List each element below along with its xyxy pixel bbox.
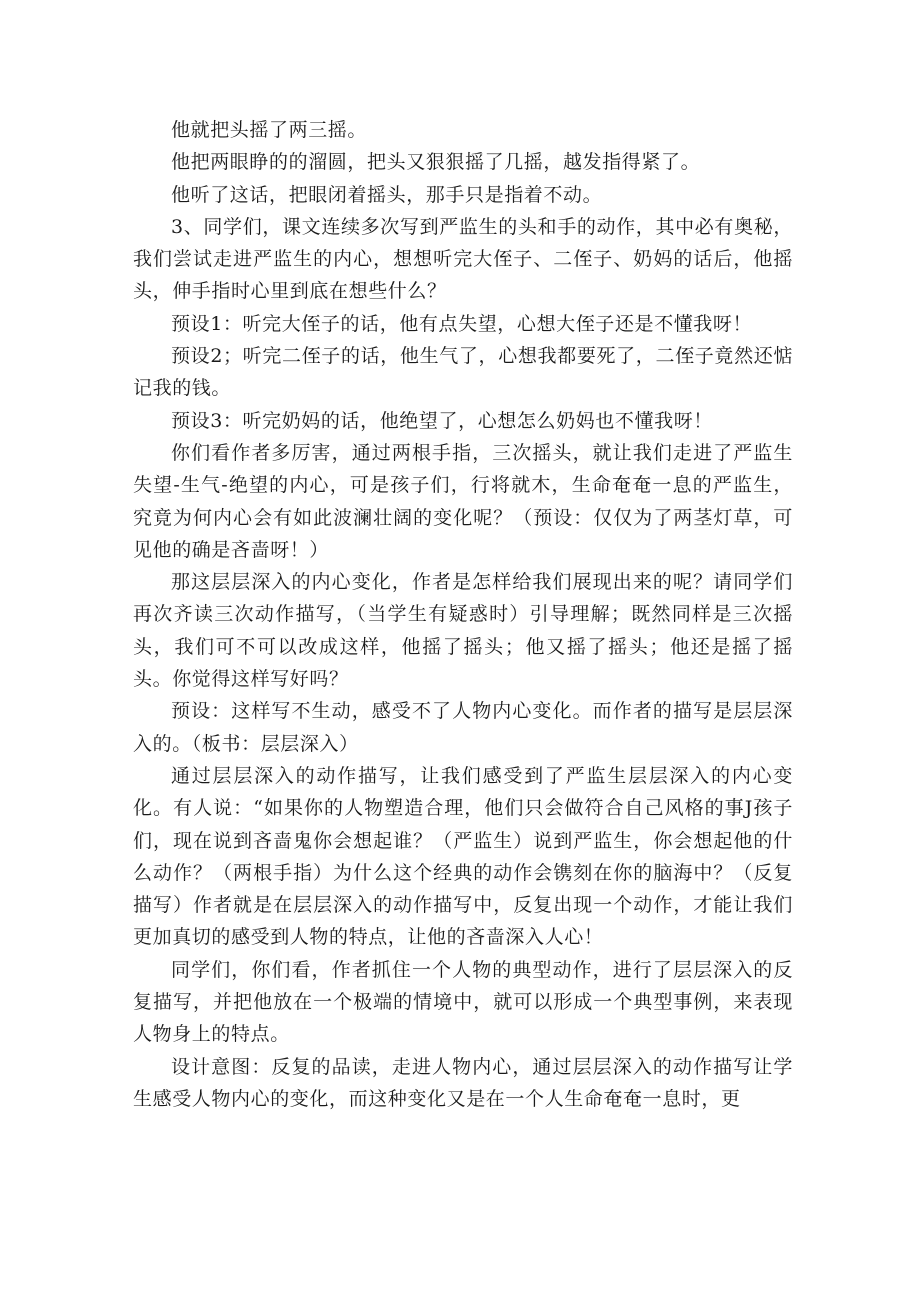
- paragraph: 设计意图：反复的品读，走进人物内心，通过层层深入的动作描写让学生感受人物内心的变化，而这种变化又是在一个人生命奄奄一息时，更: [133, 1055, 793, 1110]
- paragraph: 他就把头摇了两三摇。: [171, 119, 368, 141]
- document-body: [133, 114, 793, 1115]
- paragraph: 预设3：听完奶妈的话，他绝望了，心想怎么奶妈也不懂我呀！: [171, 409, 713, 432]
- paragraph: 预设1：听完大侄子的话，他有点失望，心想大侄子还是不懂我呀！: [171, 312, 753, 335]
- paragraph: 那这层层深入的内心变化，作者是怎样给我们展现出来的呢？请同学们再次齐读三次动作描写，（当学生有疑惑时）引导理解；既然同样是三次摇头，我们可不可以改成这样，他摇了摇头；他又摇了摇头；他还是摇了摇头。你觉得这样写好吗？: [133, 571, 793, 691]
- paragraph: 同学们，你们看，作者抓住一个人物的典型动作，进行了层层深入的反复描写，并把他放在一个极端的情境中，就可以形成一个典型事例，来表现人物身上的特点。: [133, 958, 793, 1046]
- paragraph: 通过层层深入的动作描写，让我们感受到了严监生层层深入的内心变化。有人说：“如果你的人物塑造合理，他们只会做符合自己风格的事J孩子们，现在说到吝啬鬼你会想起谁？（严监生）说到严监生，你会想起他的什么动作？（两根手指）为什么这个经典的动作会镌刻在你的脑海中？（反复描写）作者就是在层层深入的动作描写中，反复出现一个动作，才能让我们更加真切的感受到人物的特点，让他的吝啬深入人心！: [133, 764, 793, 949]
- paragraph: 你们看作者多厉害，通过两根手指，三次摇头，就让我们走进了严监生失望-生气-绝望的内心，可是孩子们，行将就木，生命奄奄一息的严监生，究竟为何内心会有如此波澜壮阔的变化呢？（预设：仅仅为了两茎灯草，可见他的确是吝啬呀！）: [133, 441, 793, 561]
- paragraph: 他把两眼睁的的溜圆，把头又狠狠摇了几摇，越发指得紧了。: [171, 151, 701, 174]
- paragraph: 3、同学们，课文连续多次写到严监生的头和手的动作，其中必有奥秘，我们尝试走进严监生的内心，想想听完大侄子、二侄子、奶妈的话后，他摇头，伸手指时心里到底在想些什么？: [133, 215, 793, 303]
- paragraph: 他听了这话，把眼闭着摇头，那手只是指着不动。: [171, 183, 603, 206]
- paragraph: 预设2；听完二侄子的话，他生气了，心想我都要死了，二侄子竟然还惦记我的钱。: [133, 345, 793, 400]
- paragraph: 预设：这样写不生动，感受不了人物内心变化。而作者的描写是层层深入的。（板书：层层深入）: [133, 700, 793, 755]
